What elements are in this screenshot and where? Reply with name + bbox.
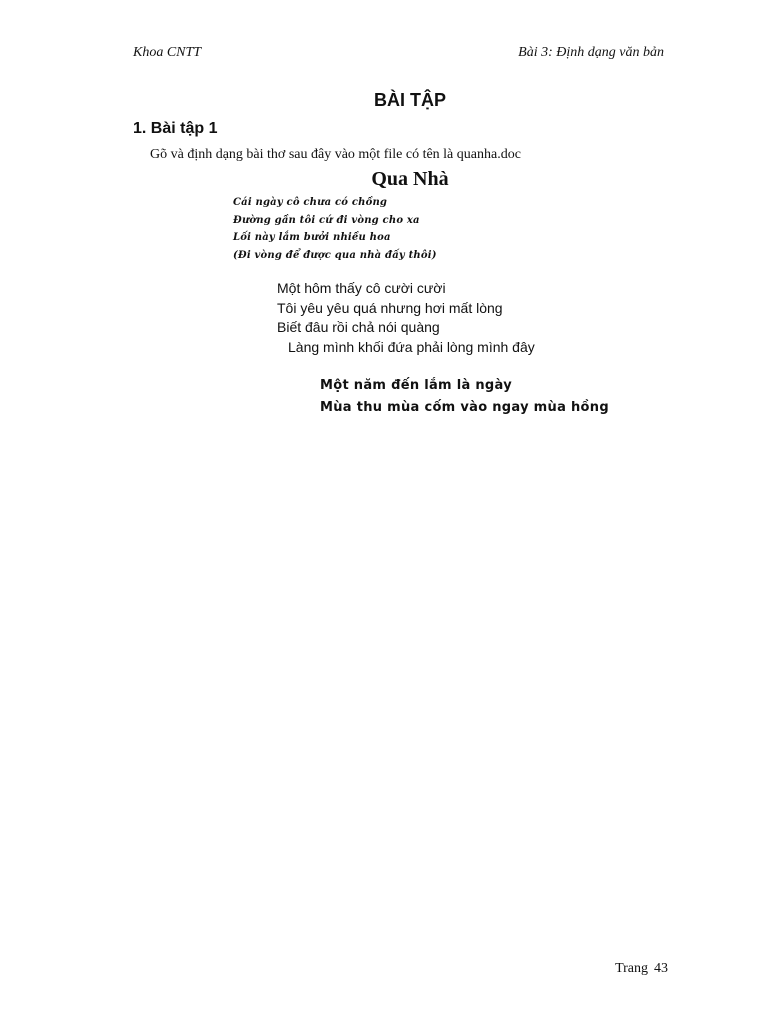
poem-line: Cái ngày cô chưa có chồng (233, 197, 388, 208)
poem-stanza-3 (320, 375, 609, 419)
poem-line: Lối này lắm bưởi nhiều hoa (233, 232, 391, 243)
poem-line: Làng mình khối đứa phải lòng mình đây (288, 338, 535, 355)
poem-stanza-1 (233, 194, 437, 264)
header-lesson-title: Bài 3: Định dạng văn bản (518, 45, 664, 60)
exercise-instruction: Gõ và định dạng bài thơ sau đây vào một file có tên là quanha.doc (150, 147, 521, 162)
poem-line: Một năm đến lắm là ngày (320, 378, 512, 393)
poem-line: Đường gần tôi cứ đi vòng cho xa (233, 214, 420, 226)
poem-stanza-2 (277, 279, 535, 357)
poem-title: Qua Nhà (371, 168, 449, 190)
page-label: Trang (615, 961, 648, 976)
page-number: 43 (654, 961, 668, 976)
poem-line: (Đi vòng để được qua nhà đấy thôi) (233, 249, 437, 261)
header-department: Khoa CNTT (133, 45, 202, 60)
page-footer (615, 961, 668, 977)
poem-line: Biết đâu rồi chả nói quàng (277, 319, 440, 335)
poem-line: Mùa thu mùa cốm vào ngay mùa hồng (320, 400, 609, 415)
poem-line: Tôi yêu yêu quá nhưng hơi mất lòng (277, 299, 503, 316)
poem-line: Một hôm thấy cô cười cười (277, 280, 446, 296)
page-title: BÀI TẬP (374, 90, 446, 110)
section-heading: 1. Bài tập 1 (133, 120, 218, 137)
